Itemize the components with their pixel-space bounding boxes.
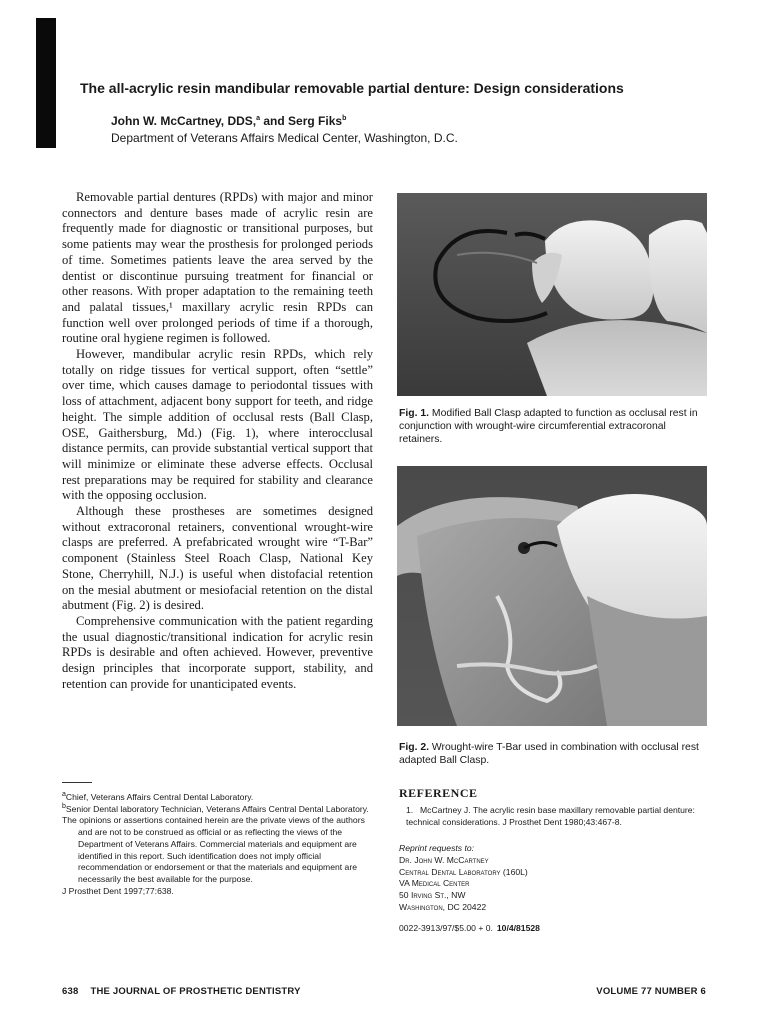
page-number: 638	[62, 986, 79, 997]
reprint-line-name: Dr. John W. McCartney	[399, 854, 489, 865]
footnote-rule	[62, 782, 92, 783]
figure-2-caption-text: Wrought-wire T-Bar used in combination with occlusal rest adapted Ball Clasp.	[399, 742, 699, 766]
figure-1-caption-text: Modified Ball Clasp adapted to function as occlusal rest in conjunction with wrought-wire circumferential extracoronal retainers.	[399, 408, 698, 445]
figure-2-label: Fig. 2.	[399, 742, 430, 753]
citation-note: J Prosthet Dent 1997;77:638.	[62, 885, 174, 896]
body-paragraph-4: Comprehensive communication with the patient regarding the usual diagnostic/transitional indication for acrylic resin RPDs is desirable and often achieved. However, preventive design principles that incorporate support, stability, and retention can provide for unanticipated events.	[62, 613, 373, 691]
body-text	[62, 190, 373, 693]
reprint-line-street: 50 Irving St., NW	[399, 890, 466, 901]
figure-2-caption	[399, 741, 709, 767]
body-paragraph-2: However, mandibular acrylic resin RPDs, which rely totally on ridge tissues for vertical support, often “settle” over time, which causes damage to periodontal tissues with loss of attachment, adjacent bony support for teeth, and ridge height. The simple addition of occlusal rests (Ball Clasp, OSE, Gaithersburg, Md.) (Fig. 1), where interocclusal distance permits, can provide substantial vertical support that will minimize or eliminate these adverse effects. Occlusal rest preparations may be required for stability and clearance with the opposing occlusion.	[62, 347, 373, 503]
footnotes	[62, 792, 374, 897]
body-paragraph-3: Although these prostheses are sometimes designed without extracoronal retainers, conventional wrought-wire clasps are preferred. A prefabricated wrought wire “T-Bar” component (Stainless Steel Roach Clasp, National Key Stone, Cherryhill, N.J.) is useful when distofacial retention on the mesial abutment or mesiofacial retention on the distal abutment (Fig. 2) is desired.	[62, 504, 373, 613]
reprint-line-city: Washington, DC 20422	[399, 901, 487, 912]
footnote-a-mark: a	[62, 791, 66, 799]
author-line	[111, 114, 346, 128]
disclaimer-note: The opinions or assertions contained herein are the private views of the authors and are not to be construed as official or as reflecting the views of the Department of Veterans Affairs. Commercial materials and equipment are identified in this report. Such identification does not imply official recommendation or endorsement or that the materials and equipment are necessarily the best available for the purpose.	[62, 815, 365, 884]
figure-1-label: Fig. 1.	[399, 408, 430, 419]
article-code-text: 0022-3913/97/$5.00 + 0.	[399, 923, 493, 933]
footnote-b-mark: b	[62, 802, 66, 810]
reprint-lead: Reprint requests to:	[399, 843, 474, 853]
journal-name: THE JOURNAL OF PROSTHETIC DENTISTRY	[90, 986, 301, 997]
footnote-a-text: Chief, Veterans Affairs Central Dental Laboratory.	[65, 792, 254, 802]
reference-number: 1.	[406, 805, 414, 815]
affiliation: Department of Veterans Affairs Medical Center, Washington, D.C.	[111, 131, 458, 145]
section-marker-bar	[36, 18, 56, 148]
reprint-requests	[399, 843, 699, 914]
author-1: John W. McCartney, DDS,	[111, 114, 257, 128]
reference-text: McCartney J. The acrylic resin base maxillary removable partial denture: technical considerations. J Prosthet Dent 1980;43:467-8.	[406, 805, 695, 827]
article-code-bold: 10/4/81528	[496, 923, 540, 933]
footnote-b	[62, 804, 374, 816]
reprint-line-center: VA Medical Center	[399, 878, 470, 889]
figure-1-photo-art	[397, 193, 707, 396]
author-2: and Serg Fiks	[260, 114, 343, 128]
body-paragraph-1: Removable partial dentures (RPDs) with major and minor connectors and denture bases made of acrylic resin are frequently made for diagnostic or transitional purposes, but some patients may wear the prosthesis for prolonged periods of time. Sometimes patients leave the area served by the dentist or discontinue pursuing treatment for financial or other reasons. With proper adaptation to the remaining teeth and palatal tissues,¹ maxillary acrylic resin RPDs can function well over prolonged periods of time if a thorough, routine oral hygiene regimen is followed.	[62, 190, 373, 346]
footer-journal	[62, 986, 301, 997]
article-code	[399, 923, 540, 933]
footer-volume: VOLUME 77 NUMBER 6	[596, 986, 706, 997]
reference-heading: REFERENCE	[399, 786, 478, 800]
figure-2-photo	[397, 466, 707, 726]
author-1-affiliation-mark: a	[256, 115, 261, 122]
author-2-affiliation-mark: b	[342, 115, 347, 122]
figure-1-caption	[399, 407, 709, 446]
reprint-line-lab: Central Dental Laboratory (160L)	[399, 866, 528, 877]
figure-1-photo	[397, 193, 707, 396]
footnote-a	[62, 792, 374, 804]
figure-2-photo-art	[397, 466, 707, 726]
article-title: The all-acrylic resin mandibular removable partial denture: Design considerations	[80, 80, 624, 96]
footnote-b-text: Senior Dental laboratory Technician, Veterans Affairs Central Dental Laboratory.	[65, 803, 369, 814]
reference-item	[406, 805, 706, 828]
